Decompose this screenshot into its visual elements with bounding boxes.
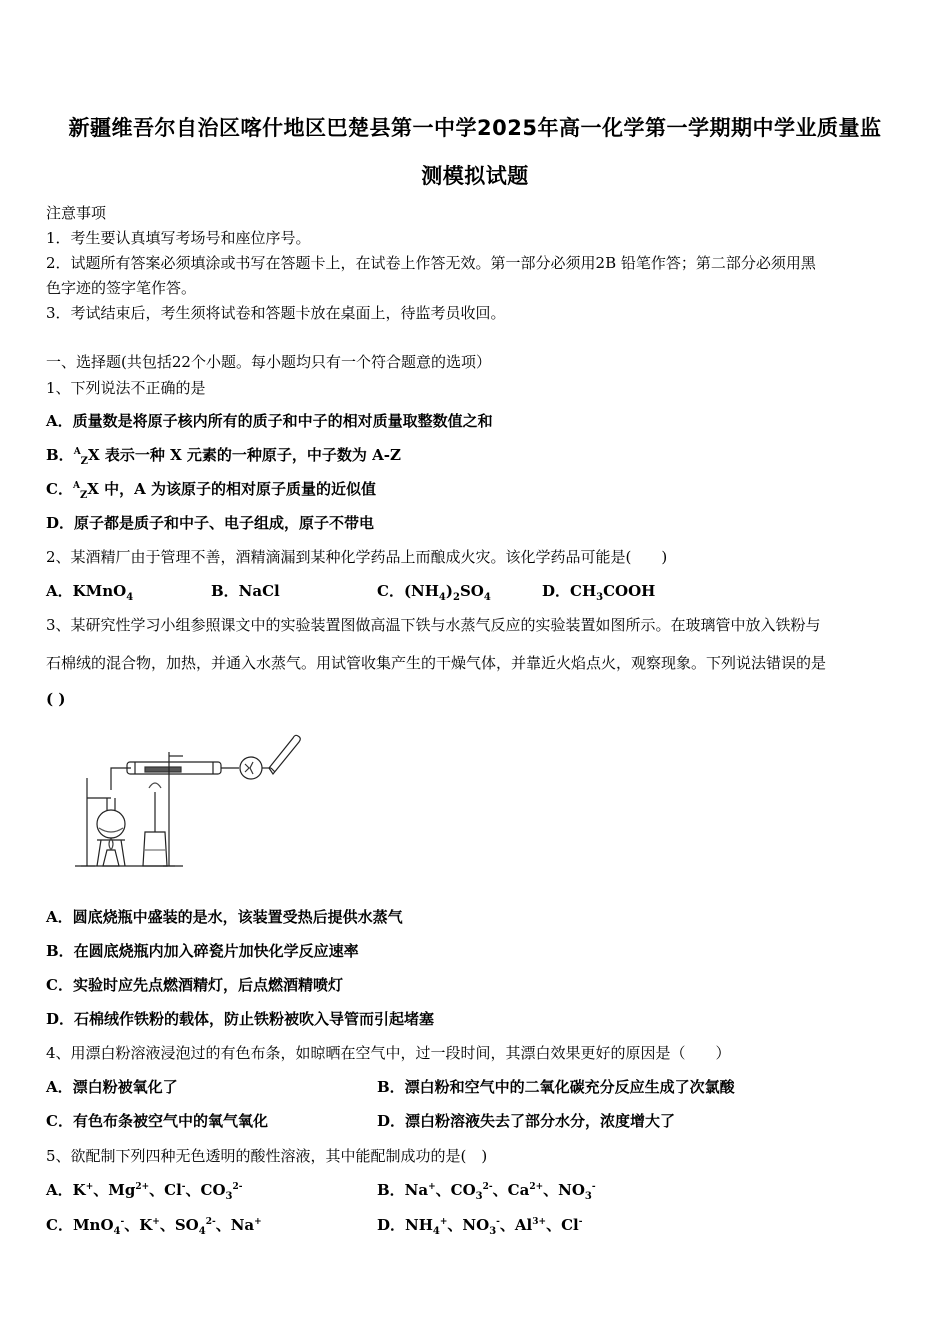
q2-option-c: C．$(NH_4)_2SO_4$ xyxy=(377,582,491,603)
q2-option-b: B．NaCl xyxy=(211,582,280,600)
exam-title-line1: 新疆维吾尔自治区喀什地区巴楚县第一中学2025年高一化学第一学期期中学业质量监 xyxy=(68,116,882,140)
q4-option-d: D．漂白粉溶液失去了部分水分，浓度增大了 xyxy=(377,1112,676,1130)
notice-item-3: 3．考试结束后，考生须将试卷和答题卡放在桌面上，待监考员收回。 xyxy=(46,304,506,322)
q1-stem: 1、下列说法不正确的是 xyxy=(46,379,206,397)
notice-item-2-cont: 色字迹的签字笔作答。 xyxy=(46,279,197,297)
q4-option-c: C．有色布条被空气中的氧气氧化 xyxy=(46,1112,268,1130)
q5-option-d: D．$NH_4^+$、$NO_3^-$、$Al^{3+}$、Cl- xyxy=(377,1216,583,1237)
q5-option-b: B．Na+、$CO_3^{2-}$、$Ca^{2+}$、$NO_3^-$ xyxy=(377,1181,596,1202)
q2-option-a: A．KMnO$_4$ xyxy=(46,582,134,603)
q2-option-d: D．$CH_3COOH$ xyxy=(542,582,656,603)
q3-option-b: B．在圆底烧瓶内加入碎瓷片加快化学反应速率 xyxy=(46,942,359,960)
q1-option-d: D．原子都是质子和中子、电子组成，原子不带电 xyxy=(46,514,375,532)
exam-title-line2: 测模拟试题 xyxy=(421,164,529,188)
q2-stem: 2、某酒精厂由于管理不善，酒精滴漏到某种化学药品上而酿成火灾。该化学药品可能是( ) xyxy=(46,548,668,566)
q3-option-a: A．圆底烧瓶中盛装的是水，该装置受热后提供水蒸气 xyxy=(46,908,403,926)
q3-option-d: D．石棉绒作铁粉的载体，防止铁粉被吹入导管而引起堵塞 xyxy=(46,1010,435,1028)
experiment-apparatus-diagram xyxy=(73,732,303,872)
q5-option-a: A．K+、$Mg^{2+}$、Cl-、$CO_3^{2-}$ xyxy=(46,1181,243,1202)
q5-option-c: C．MnO$_4$-、K+、$SO_4^{2-}$、Na+ xyxy=(46,1216,262,1237)
section-heading: 一、选择题(共包括22个小题。每小题均只有一个符合题意的选项） xyxy=(46,353,491,371)
notice-heading: 注意事项 xyxy=(46,204,107,222)
notice-item-1: 1．考生要认真填写考场号和座位序号。 xyxy=(46,229,311,247)
notice-item-2: 2．试题所有答案必须填涂或书写在答题卡上，在试卷上作答无效。第一部分必须用2B 铅笔作答；第二部分必须用黑 xyxy=(46,254,816,272)
q4-option-b: B．漂白粉和空气中的二氧化碳充分反应生成了次氯酸 xyxy=(377,1078,735,1096)
q4-stem: 4、用漂白粉溶液浸泡过的有色布条，如晾晒在空气中，过一段时间，其漂白效果更好的原因是（ ） xyxy=(46,1044,731,1062)
q1-option-b: B．$^A_Z$X 表示一种 X 元素的一种原子，中子数为 A-Z xyxy=(46,446,401,467)
q4-option-a: A．漂白粉被氧化了 xyxy=(46,1078,178,1096)
q1-option-a: A．质量数是将原子核内所有的质子和中子的相对质量取整数值之和 xyxy=(46,412,493,430)
q3-option-c: C．实验时应先点燃酒精灯，后点燃酒精喷灯 xyxy=(46,976,343,994)
q3-stem-line2: 石棉绒的混合物，加热，并通入水蒸气。用试管收集产生的干燥气体，并靠近火焰点火，观察现象。下列说法错误的是 xyxy=(46,654,827,672)
q3-stem-line1: 3、某研究性学习小组参照课文中的实验装置图做高温下铁与水蒸气反应的实验装置如图所示。在玻璃管中放入铁粉与 xyxy=(46,616,821,634)
q1-option-c: C．$^A_Z$X 中，A 为该原子的相对原子质量的近似值 xyxy=(46,480,376,501)
q3-stem-line3: ( ) xyxy=(46,690,66,708)
q5-stem: 5、欲配制下列四种无色透明的酸性溶液，其中能配制成功的是( ) xyxy=(46,1147,488,1165)
